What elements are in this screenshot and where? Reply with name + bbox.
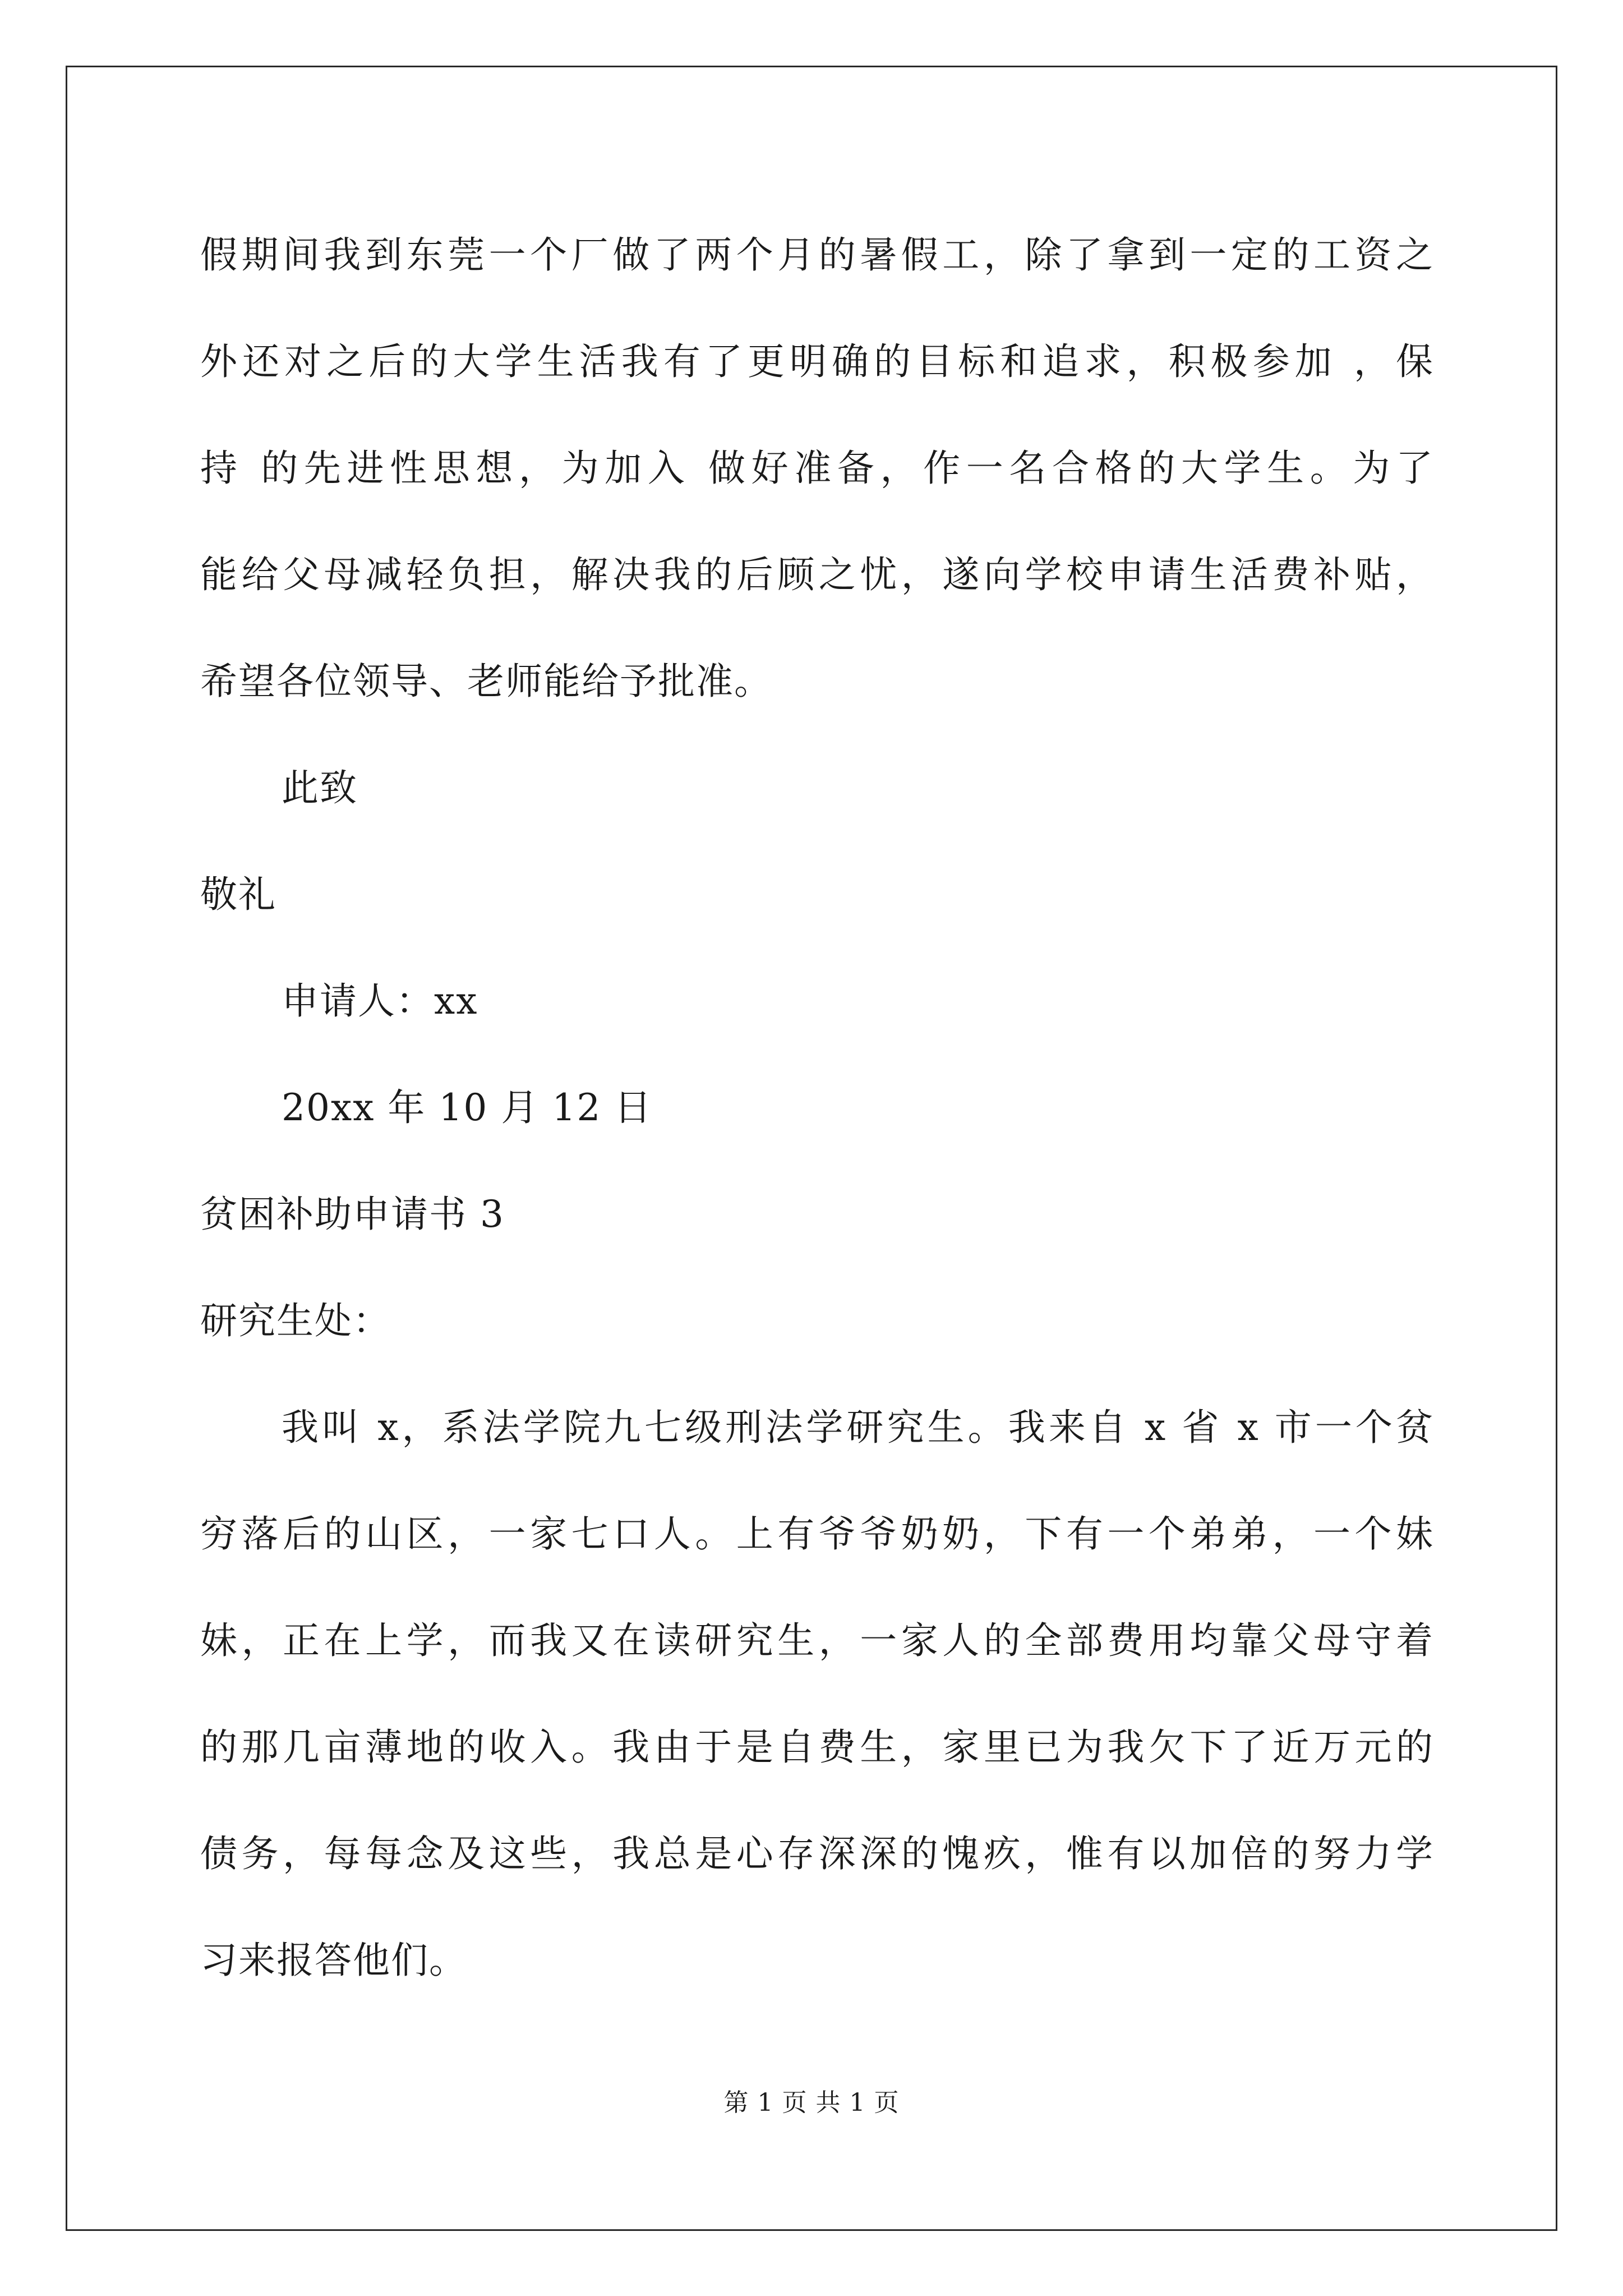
addressee-line: 研究生处： xyxy=(200,1299,391,1342)
body-line: 假期间我到东莞一个厂做了两个月的暑假工，除了拿到一定的工资之 xyxy=(200,233,1434,277)
body-line: 习来报答他们。 xyxy=(200,1939,467,1982)
body-line: 外还对之后的大学生活我有了更明确的目标和追求，积极参加 ，保 xyxy=(200,340,1434,383)
body-line: 希望各位领导、老师能给予批准。 xyxy=(200,660,772,703)
document-body xyxy=(200,202,1434,2014)
section-title: 贫困补助申请书 3 xyxy=(200,1193,505,1236)
body-line: 妹，正在上学，而我又在读研究生，一家人的全部费用均靠父母守着 xyxy=(200,1619,1434,1662)
applicant-line: 申请人：xx xyxy=(282,979,478,1023)
closing-salutation: 此致 xyxy=(282,766,358,809)
body-line: 能给父母减轻负担，解决我的后顾之忧，遂向学校申请生活费补贴， xyxy=(200,553,1434,596)
body-line: 我叫 x，系法学院九七级刑法学研究生。我来自 x 省 x 市一个贫 xyxy=(282,1406,1434,1449)
page-number-footer: 第 1 页 共 1 页 xyxy=(723,2088,900,2117)
body-line: 穷落后的山区，一家七口人。上有爷爷奶奶，下有一个弟弟，一个妹 xyxy=(200,1512,1434,1556)
body-line: 的那几亩薄地的收入。我由于是自费生，家里已为我欠下了近万元的 xyxy=(200,1726,1434,1769)
closing-regards: 敬礼 xyxy=(200,873,276,916)
body-line: 持 的先进性思想，为加入 做好准备，作一名合格的大学生。为了 xyxy=(200,447,1434,490)
body-line: 债务，每每念及这些，我总是心存深深的愧疚，惟有以加倍的努力学 xyxy=(200,1832,1434,1875)
date-line: 20xx 年 10 月 12 日 xyxy=(282,1086,653,1129)
